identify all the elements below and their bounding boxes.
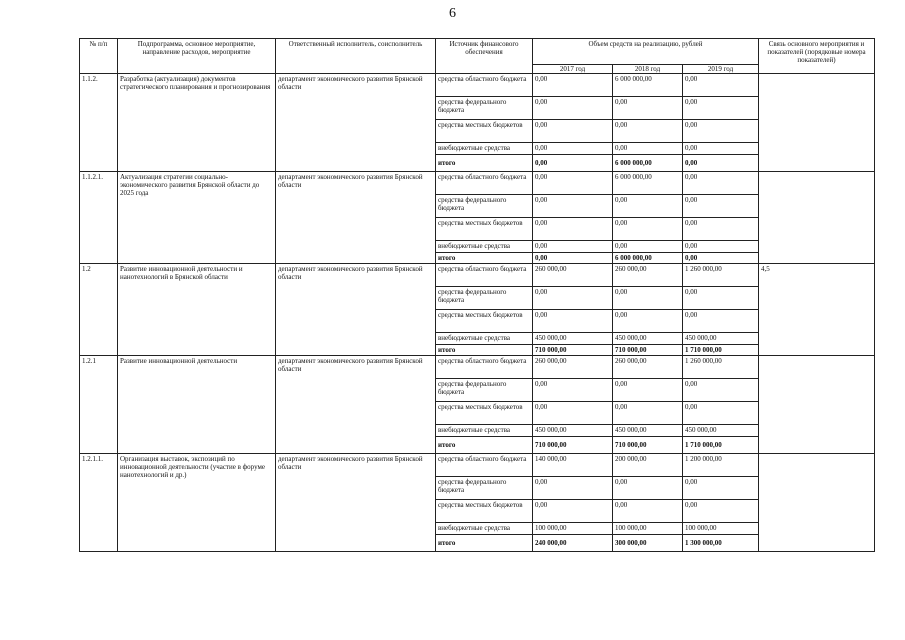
row-link — [759, 74, 875, 172]
row-value: 0,00 — [533, 155, 613, 172]
row-code: 1.1.2. — [80, 74, 118, 172]
row-value: 0,00 — [533, 500, 613, 523]
row-source: средства областного бюджета — [436, 454, 533, 477]
row-value: 710 000,00 — [533, 345, 613, 356]
row-value: 0,00 — [533, 241, 613, 253]
row-value: 0,00 — [613, 310, 683, 333]
row-value: 450 000,00 — [683, 333, 759, 345]
row-value: 0,00 — [683, 253, 759, 264]
row-value: 0,00 — [533, 97, 613, 120]
row-program: Актуализация стратегии социально-экономического развития Брянской области до 2025 года — [118, 172, 276, 264]
header-program: Подпрограмма, основное мероприятие, направление расходов, мероприятие — [118, 39, 276, 74]
row-value: 0,00 — [533, 172, 613, 195]
row-source: внебюджетные средства — [436, 523, 533, 535]
table-row — [80, 74, 875, 97]
header-year: 2018 год — [613, 65, 683, 74]
row-link: 4,5 — [759, 264, 875, 356]
row-value: 0,00 — [613, 500, 683, 523]
row-value: 1 710 000,00 — [683, 437, 759, 454]
row-value: 0,00 — [683, 97, 759, 120]
table-body — [80, 74, 875, 552]
row-value: 300 000,00 — [613, 535, 683, 552]
header-link: Связь основного мероприятия и показателей (порядковые номера показателей) — [759, 39, 875, 74]
row-source: внебюджетные средства — [436, 241, 533, 253]
row-link — [759, 454, 875, 552]
row-code: 1.2.1 — [80, 356, 118, 454]
row-code: 1.2 — [80, 264, 118, 356]
row-value: 0,00 — [533, 477, 613, 500]
row-source: средства областного бюджета — [436, 172, 533, 195]
row-value: 240 000,00 — [533, 535, 613, 552]
row-source: итого — [436, 345, 533, 356]
page-number: 6 — [449, 6, 456, 21]
row-value: 0,00 — [683, 143, 759, 155]
row-value: 0,00 — [613, 120, 683, 143]
row-value: 260 000,00 — [533, 356, 613, 379]
row-value: 0,00 — [683, 379, 759, 402]
header-num: № п/п — [80, 39, 118, 74]
row-value: 450 000,00 — [533, 425, 613, 437]
row-value: 450 000,00 — [613, 333, 683, 345]
row-value: 710 000,00 — [613, 345, 683, 356]
row-value: 0,00 — [683, 120, 759, 143]
row-value: 0,00 — [533, 310, 613, 333]
row-value: 0,00 — [533, 379, 613, 402]
row-value: 0,00 — [613, 241, 683, 253]
row-value: 0,00 — [683, 500, 759, 523]
row-program: Разработка (актуализация) документов стратегического планирования и прогнозирования — [118, 74, 276, 172]
row-source: итого — [436, 253, 533, 264]
row-value: 0,00 — [683, 287, 759, 310]
header-year: 2017 год — [533, 65, 613, 74]
row-value: 0,00 — [533, 402, 613, 425]
row-value: 0,00 — [533, 74, 613, 97]
row-value: 1 260 000,00 — [683, 264, 759, 287]
row-value: 0,00 — [613, 477, 683, 500]
row-program: Организация выставок, экспозиций по инновационной деятельности (участие в форуме нанотехнологий и др.) — [118, 454, 276, 552]
row-code: 1.1.2.1. — [80, 172, 118, 264]
row-value: 0,00 — [533, 120, 613, 143]
row-value: 0,00 — [613, 287, 683, 310]
row-source: внебюджетные средства — [436, 143, 533, 155]
row-value: 6 000 000,00 — [613, 155, 683, 172]
row-value: 6 000 000,00 — [613, 74, 683, 97]
row-value: 1 200 000,00 — [683, 454, 759, 477]
row-source: средства областного бюджета — [436, 74, 533, 97]
table-row — [80, 172, 875, 195]
row-executor: департамент экономического развития Брянской области — [276, 264, 436, 356]
row-source: итого — [436, 535, 533, 552]
header-executor: Ответственный исполнитель, соисполнитель — [276, 39, 436, 74]
budget-table — [79, 38, 875, 552]
row-source: средства областного бюджета — [436, 356, 533, 379]
row-executor: департамент экономического развития Брянской области — [276, 356, 436, 454]
row-source: внебюджетные средства — [436, 425, 533, 437]
row-source: средства местных бюджетов — [436, 120, 533, 143]
row-value: 0,00 — [533, 287, 613, 310]
row-value: 100 000,00 — [683, 523, 759, 535]
row-link — [759, 356, 875, 454]
row-source: средства местных бюджетов — [436, 402, 533, 425]
row-value: 0,00 — [683, 310, 759, 333]
row-source: средства федерального бюджета — [436, 195, 533, 218]
row-value: 0,00 — [613, 402, 683, 425]
row-value: 0,00 — [683, 218, 759, 241]
row-value: 450 000,00 — [533, 333, 613, 345]
row-value: 0,00 — [613, 379, 683, 402]
row-value: 260 000,00 — [613, 356, 683, 379]
row-value: 0,00 — [683, 74, 759, 97]
row-value: 0,00 — [683, 241, 759, 253]
row-value: 1 710 000,00 — [683, 345, 759, 356]
row-value: 1 300 000,00 — [683, 535, 759, 552]
row-value: 0,00 — [683, 195, 759, 218]
header-volume: Объем средств на реализацию, рублей — [533, 39, 759, 65]
row-source: средства местных бюджетов — [436, 500, 533, 523]
row-value: 140 000,00 — [533, 454, 613, 477]
row-value: 450 000,00 — [683, 425, 759, 437]
row-source: средства местных бюджетов — [436, 310, 533, 333]
row-value: 1 260 000,00 — [683, 356, 759, 379]
row-executor: департамент экономического развития Брянской области — [276, 172, 436, 264]
table-row — [80, 356, 875, 379]
header-year: 2019 год — [683, 65, 759, 74]
row-value: 0,00 — [533, 253, 613, 264]
row-value: 0,00 — [683, 402, 759, 425]
row-value: 0,00 — [683, 155, 759, 172]
row-value: 710 000,00 — [533, 437, 613, 454]
row-value: 260 000,00 — [613, 264, 683, 287]
row-source: средства федерального бюджета — [436, 379, 533, 402]
header-source: Источник финансового обеспечения — [436, 39, 533, 74]
row-value: 0,00 — [613, 195, 683, 218]
row-code: 1.2.1.1. — [80, 454, 118, 552]
row-value: 100 000,00 — [533, 523, 613, 535]
row-source: итого — [436, 155, 533, 172]
row-value: 0,00 — [613, 97, 683, 120]
row-value: 0,00 — [533, 195, 613, 218]
row-value: 0,00 — [533, 143, 613, 155]
row-executor: департамент экономического развития Брянской области — [276, 74, 436, 172]
row-value: 260 000,00 — [533, 264, 613, 287]
row-value: 6 000 000,00 — [613, 253, 683, 264]
row-source: средства федерального бюджета — [436, 477, 533, 500]
row-source: средства федерального бюджета — [436, 287, 533, 310]
row-link — [759, 172, 875, 264]
row-program: Развитие инновационной деятельности и нанотехнологий в Брянской области — [118, 264, 276, 356]
row-value: 450 000,00 — [613, 425, 683, 437]
row-source: средства местных бюджетов — [436, 218, 533, 241]
row-source: итого — [436, 437, 533, 454]
table-row — [80, 264, 875, 287]
row-value: 0,00 — [613, 218, 683, 241]
row-value: 200 000,00 — [613, 454, 683, 477]
row-source: средства федерального бюджета — [436, 97, 533, 120]
row-value: 710 000,00 — [613, 437, 683, 454]
row-value: 0,00 — [683, 172, 759, 195]
table-row — [80, 454, 875, 477]
row-value: 6 000 000,00 — [613, 172, 683, 195]
row-program: Развитие инновационной деятельности — [118, 356, 276, 454]
row-source: средства областного бюджета — [436, 264, 533, 287]
row-value: 0,00 — [533, 218, 613, 241]
row-value: 100 000,00 — [613, 523, 683, 535]
row-executor: департамент экономического развития Брянской области — [276, 454, 436, 552]
row-value: 0,00 — [613, 143, 683, 155]
row-value: 0,00 — [683, 477, 759, 500]
row-source: внебюджетные средства — [436, 333, 533, 345]
